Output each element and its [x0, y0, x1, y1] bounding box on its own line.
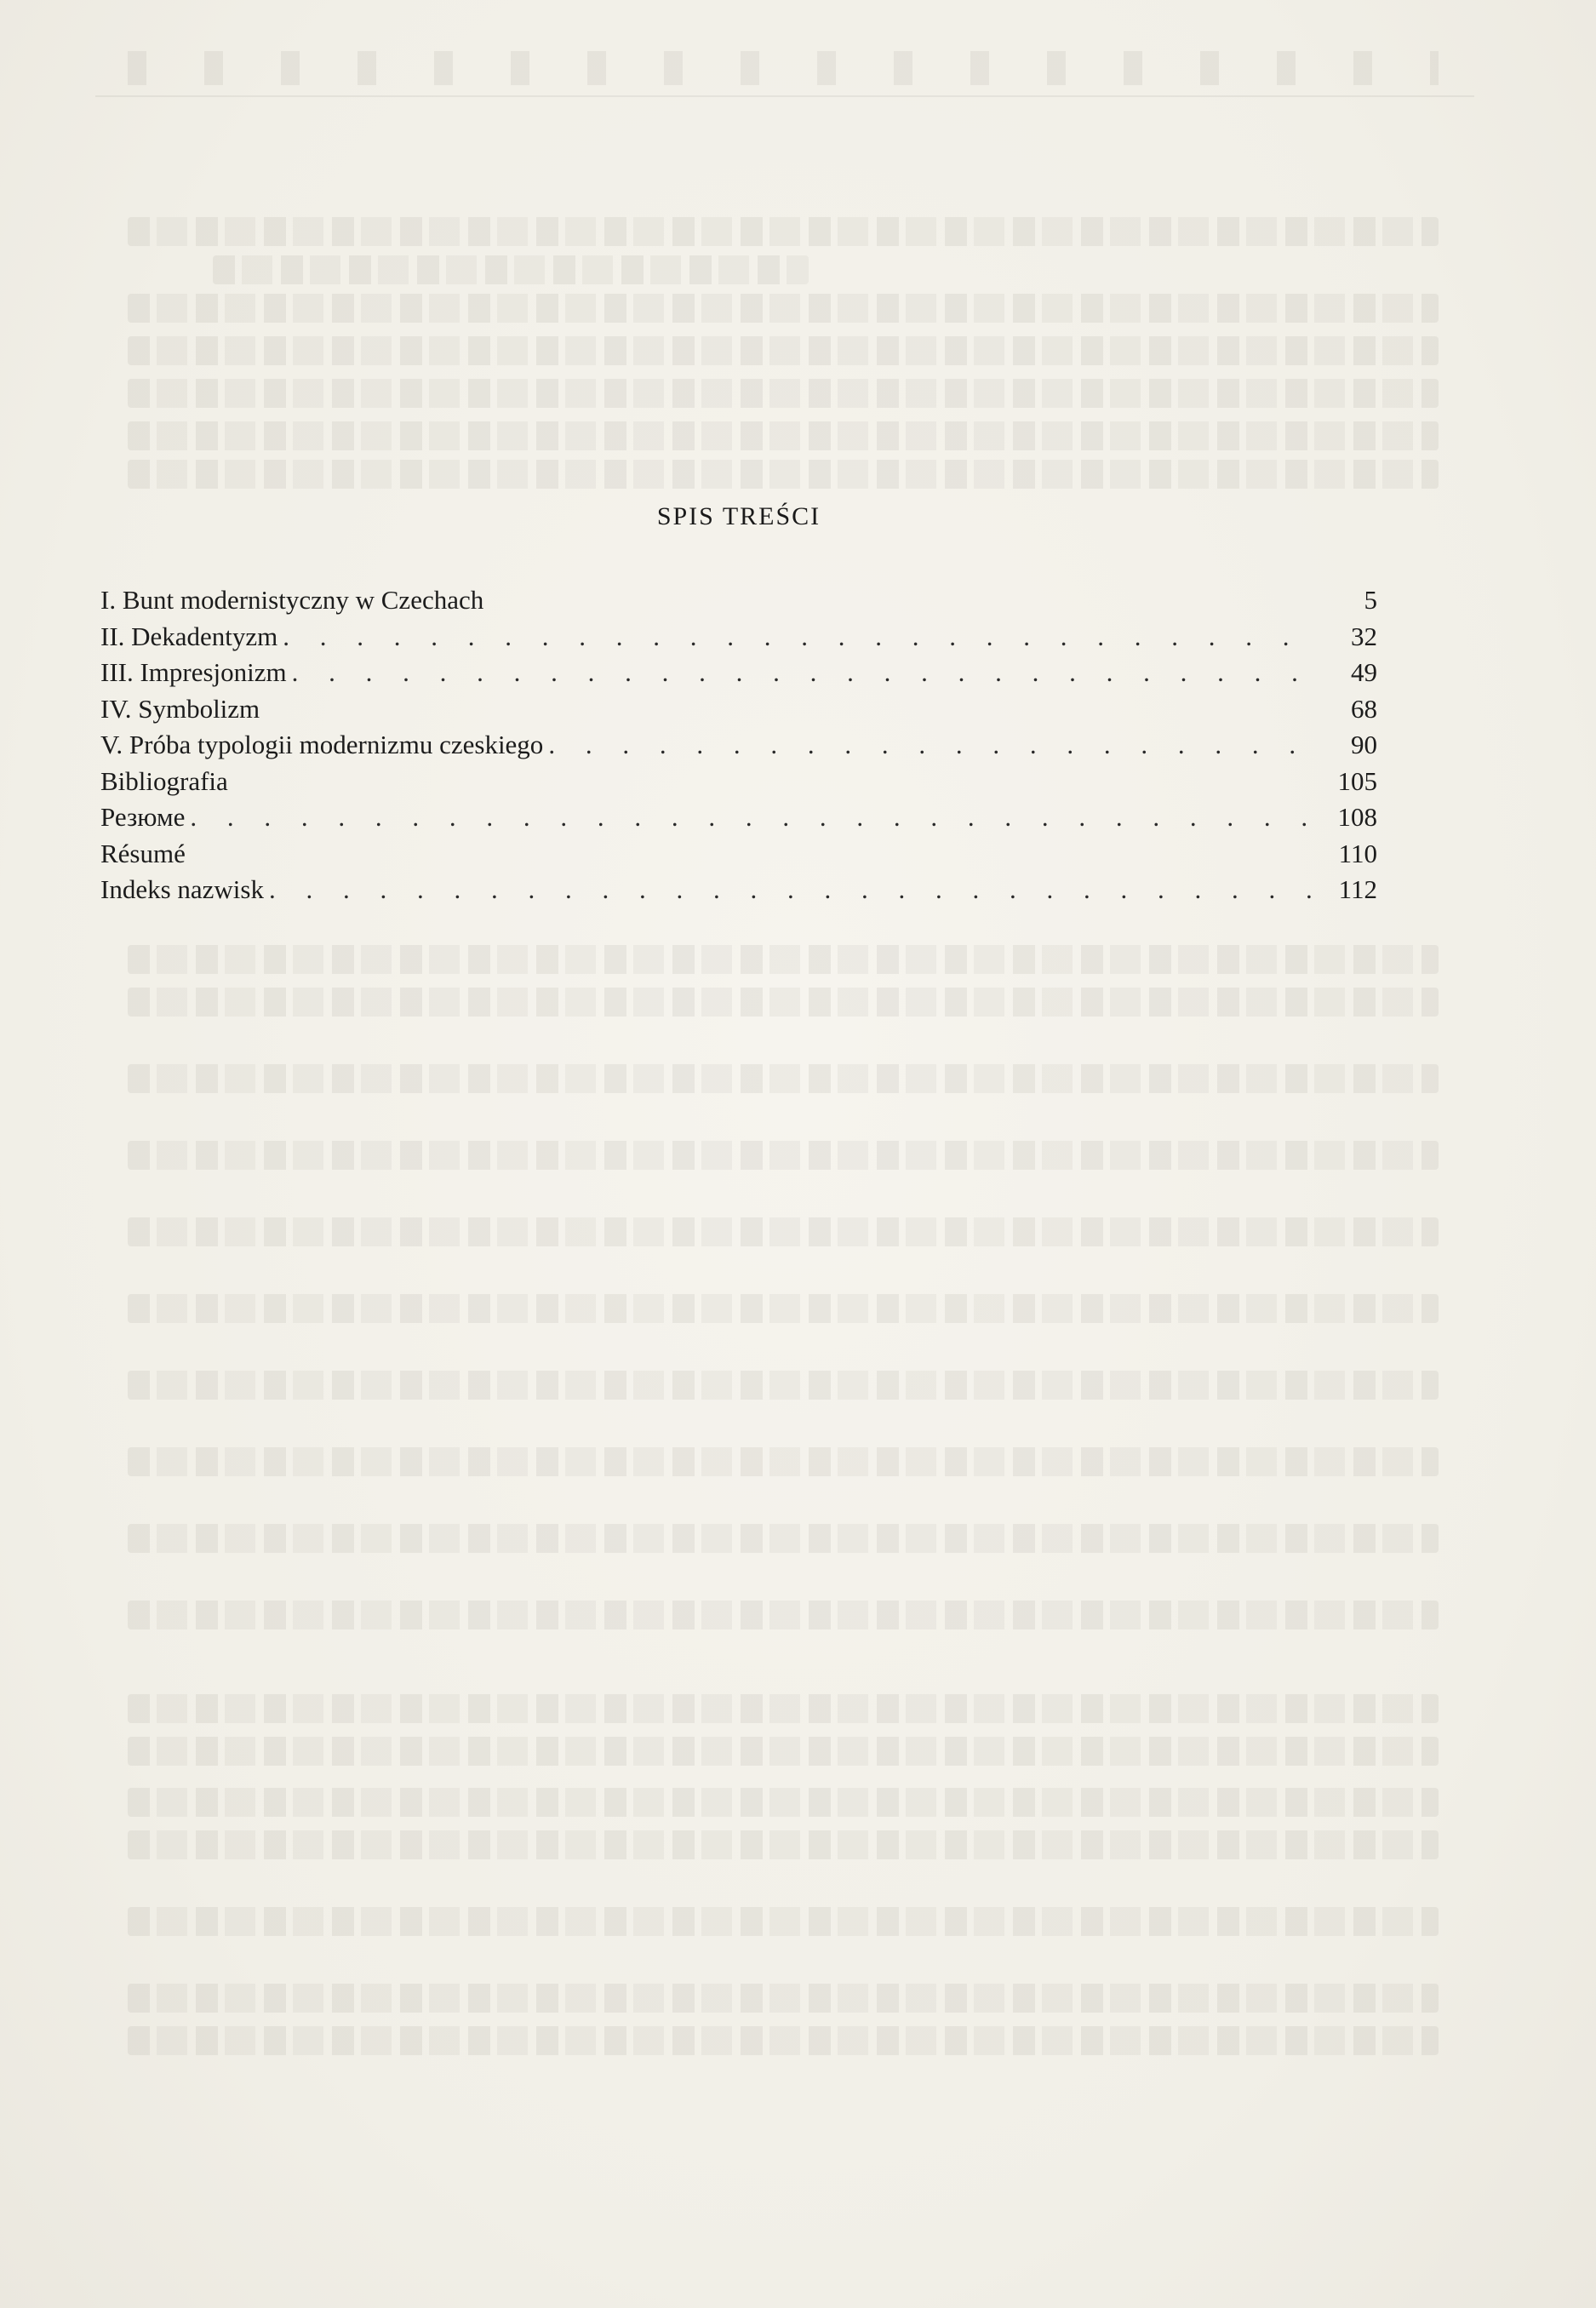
bleed-line — [128, 2026, 1439, 2055]
toc-entry[interactable] — [100, 799, 1377, 836]
bleed-line — [128, 294, 1439, 323]
toc-entry-label: IV. Symbolizm — [100, 693, 260, 724]
bleed-through-header — [128, 51, 1439, 85]
toc-entry-label: II. Dekadentyzm — [100, 621, 278, 651]
bleed-line — [128, 379, 1439, 408]
toc-entry-label: Резюме — [100, 802, 186, 832]
toc-entry[interactable] — [100, 727, 1377, 764]
bleed-through-rule — [95, 95, 1474, 97]
bleed-line — [128, 1694, 1439, 1723]
toc-entry-label: III. Impresjonizm — [100, 657, 287, 687]
bleed-line — [128, 1447, 1439, 1476]
bleed-line — [128, 1737, 1439, 1766]
toc-entry-leader — [548, 727, 1313, 764]
toc-entry-page: 110 — [1338, 838, 1377, 868]
bleed-line — [128, 421, 1439, 450]
bleed-line — [128, 336, 1439, 365]
bleed-line — [128, 1907, 1439, 1936]
bleed-line — [128, 945, 1439, 974]
toc-entry-page: 68 — [1351, 693, 1377, 724]
toc-entry-label: Bibliografia — [100, 765, 228, 796]
bleed-line — [128, 1601, 1439, 1629]
bleed-line — [128, 1217, 1439, 1246]
toc-entry[interactable] — [100, 655, 1377, 691]
bleed-line — [128, 1830, 1439, 1859]
toc-entry-leader — [269, 872, 1313, 908]
toc-entry-page: 112 — [1338, 874, 1377, 904]
bleed-line — [128, 460, 1439, 489]
toc-entry-label: Indeks nazwisk — [100, 874, 264, 904]
toc-title: SPIS TREŚCI — [656, 502, 821, 530]
toc-entry[interactable] — [100, 836, 1377, 873]
bleed-line — [128, 988, 1439, 1017]
toc-entry-label: Résumé — [100, 838, 186, 868]
toc-entry[interactable] — [100, 582, 1377, 619]
bleed-line — [128, 1141, 1439, 1170]
toc-entry-leader — [283, 619, 1313, 656]
bleed-line — [128, 1984, 1439, 2013]
toc-entry-leader — [292, 655, 1313, 691]
toc-entry-page: 90 — [1351, 730, 1377, 759]
toc-entry-page: 32 — [1351, 621, 1377, 651]
toc-list — [100, 582, 1377, 908]
toc-entry-page: 108 — [1337, 802, 1377, 832]
bleed-line — [128, 217, 1439, 246]
toc-entry[interactable] — [100, 691, 1377, 728]
toc-entry-leader — [190, 799, 1313, 836]
toc-entry[interactable] — [100, 619, 1377, 656]
toc-entry[interactable] — [100, 872, 1377, 908]
toc-entry-label: I. Bunt modernistyczny w Czechach — [100, 585, 484, 615]
bleed-line — [128, 1064, 1439, 1093]
bleed-line — [128, 1524, 1439, 1553]
toc-entry-label: V. Próba typologii modernizmu czeskiego — [100, 730, 544, 759]
bleed-line — [128, 1371, 1439, 1400]
toc-entry-page: 5 — [1364, 585, 1377, 615]
bleed-line — [213, 255, 809, 284]
bleed-line — [128, 1788, 1439, 1817]
toc-entry-page: 105 — [1337, 765, 1377, 796]
toc-entry[interactable] — [100, 764, 1377, 800]
bleed-line — [128, 1294, 1439, 1323]
toc-entry-page: 49 — [1351, 657, 1377, 687]
